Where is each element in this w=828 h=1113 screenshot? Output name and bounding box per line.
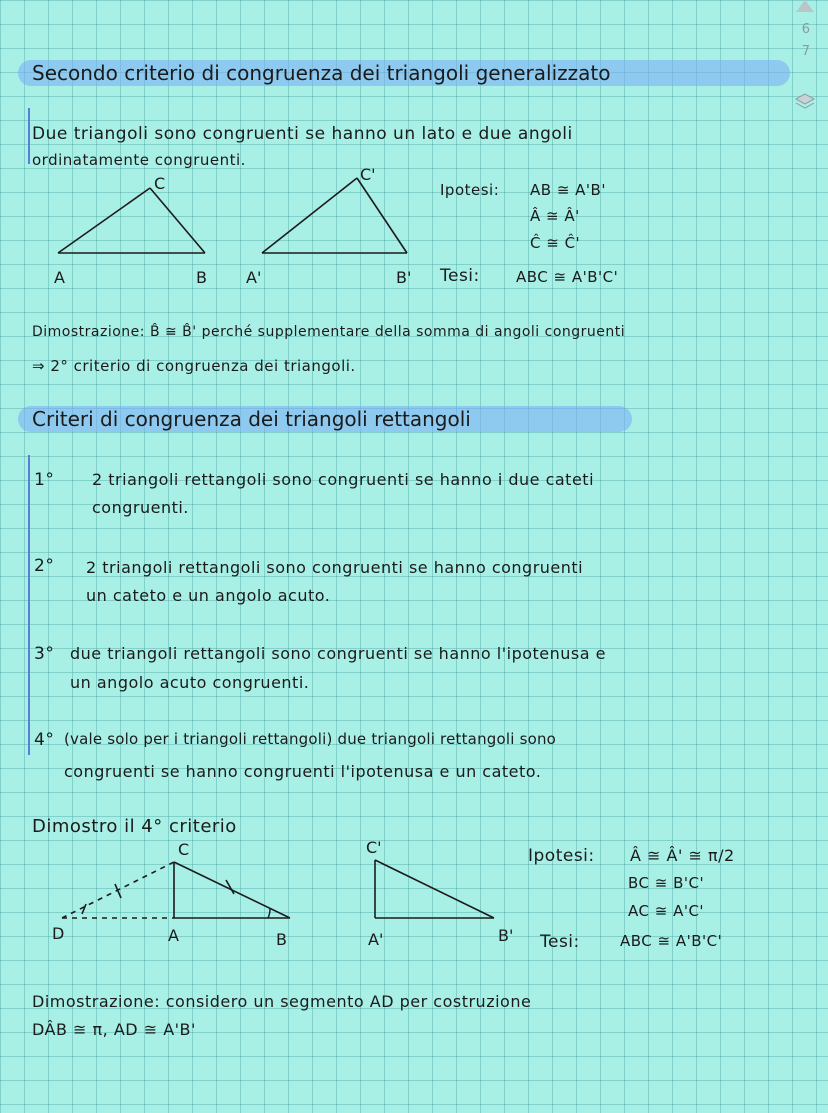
- fig-label-b: B: [276, 930, 287, 949]
- criterion-3-line1: due triangoli rettangoli sono congruenti se hanno l'ipotenusa e: [70, 644, 606, 663]
- tesi-value: ABC ≅ A'B'C': [620, 932, 723, 950]
- label-a: A: [54, 268, 65, 287]
- fig-label-c: C: [178, 840, 190, 859]
- criterion-2-num: 2°: [34, 556, 55, 576]
- ipotesi-2: Â ≅ Â': [530, 207, 580, 225]
- criterion-4-line2: congruenti se hanno congruenti l'ipotenusa e un cateto.: [64, 762, 542, 781]
- criterion-3-num: 3°: [34, 644, 55, 664]
- proof-line1: Dimostrazione: considero un segmento AD per costruzione: [32, 992, 532, 1011]
- fig-label-b-prime: B': [498, 926, 514, 945]
- criterion-4-num: 4°: [34, 730, 55, 750]
- label-c: C: [154, 174, 166, 193]
- criterion-1-line1: 2 triangoli rettangoli sono congruenti se hanno i due cateti: [92, 470, 595, 489]
- label-c-prime: C': [360, 165, 376, 184]
- page-number-current: 6: [801, 22, 810, 37]
- label-a-prime: A': [246, 268, 262, 287]
- fig-label-a-prime: A': [368, 930, 384, 949]
- criterion-1-num: 1°: [34, 470, 55, 490]
- ipotesi-label: Ipotesi:: [528, 846, 595, 866]
- criterion-1-line2: congruenti.: [92, 498, 189, 517]
- criterion-2-line2: un cateto e un angolo acuto.: [86, 586, 331, 605]
- ipotesi-bc: BC ≅ B'C': [628, 874, 705, 892]
- statement-line1: Due triangoli sono congruenti se hanno un lato e due angoli: [32, 124, 573, 144]
- tesi-label: Tesi:: [440, 266, 480, 286]
- fig-label-c-prime: C': [366, 838, 382, 857]
- label-b-prime: B': [396, 268, 412, 287]
- section2-title: Criteri di congruenza dei triangoli rettangoli: [18, 406, 632, 432]
- page-number-next: 7: [801, 44, 810, 59]
- ipotesi-angle: Â ≅ Â' ≅ π/2: [630, 846, 735, 865]
- tesi-value: ABC ≅ A'B'C': [516, 268, 619, 286]
- ipotesi-3: Ĉ ≅ Ĉ': [530, 234, 581, 252]
- proof-heading: Dimostro il 4° criterio: [32, 816, 237, 837]
- fig-label-a: A: [168, 926, 179, 945]
- dimostrazione-line1: Dimostrazione: B̂ ≅ B̂' perché supplementare della somma di angoli congruenti: [32, 324, 626, 340]
- fig-label-d: D: [52, 924, 65, 943]
- statement-line2: ordinatamente congruenti.: [32, 151, 246, 169]
- section1-title: Secondo criterio di congruenza dei triangoli generalizzato: [18, 60, 790, 86]
- ipotesi-label: Ipotesi:: [440, 181, 500, 199]
- ipotesi-1: AB ≅ A'B': [530, 181, 606, 199]
- criterion-3-line2: un angolo acuto congruenti.: [70, 673, 310, 692]
- tesi-label: Tesi:: [540, 932, 580, 952]
- label-b: B: [196, 268, 207, 287]
- criterion-2-line1: 2 triangoli rettangoli sono congruenti se hanno congruenti: [86, 558, 584, 577]
- ipotesi-ac: AC ≅ A'C': [628, 902, 705, 920]
- dimostrazione-line2: ⇒ 2° criterio di congruenza dei triangoli.: [32, 357, 356, 375]
- criterion-4-line1: (vale solo per i triangoli rettangoli) due triangoli rettangoli sono: [64, 730, 557, 748]
- proof-line2: DÂB ≅ π, AD ≅ A'B': [32, 1020, 196, 1039]
